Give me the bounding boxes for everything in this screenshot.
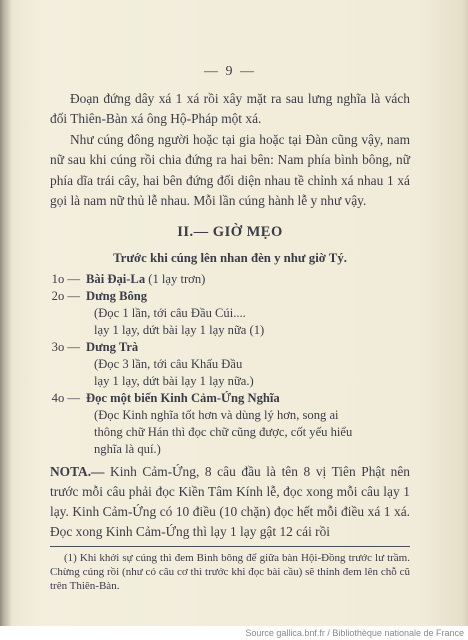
nota-label: NOTA.—: [50, 463, 105, 479]
item-number: 3o —: [51, 339, 80, 354]
item-line: lạy 1 lạy, dứt bài lạy 1 lạy nữa (1): [94, 322, 265, 337]
item-title-note: (1 lạy trơn): [145, 271, 206, 286]
paragraph: Như cúng đông người hoặc tại gia hoặc tại Đàn cũng vậy, nam nữ sau khi cúng rồi chia đứng ra hai bên: Nam phía bình bông, nữ phía dĩa trái cây, hai bên đứng đối diện nhau tề chỉnh xá nhau 1 xá gọi là nam nữ thủ lễ nhau. Mỗi lần cúng hành lễ y như vậy.: [50, 131, 410, 208]
page-content: [50, 62, 410, 593]
footnote-divider: [50, 546, 410, 547]
item-line: (Đọc 3 lần, tới câu Khấu Đầu: [94, 356, 243, 371]
item-line: nghĩa là quí.): [94, 441, 161, 456]
source-credit: Source gallica.bnf.fr / Bibliothèque nationale de France: [245, 628, 464, 638]
page-number: — 9 —: [204, 64, 256, 79]
list-item: [50, 390, 410, 458]
section-heading: II.— GIỜ MẸO: [177, 223, 283, 240]
nota-text: Kinh Cảm-Ứng, 8 câu đầu là tên 8 vị Tiên Phật nên trước mỗi câu phải đọc Kiền Tâm Kính lễ, đọc xong mỗi câu lạy 1 lạy. Kinh Cảm-Ứng có 10 điều (10 chặn) đọc hết mỗi điều xá 1 xá. Đọc xong Kinh Cảm-Ứng thì lạy 1 lạy gật 12 cái rồi: [50, 463, 410, 539]
item-line: thông chữ Hán thì đọc chữ cũng được, cốt yếu hiểu: [94, 424, 353, 439]
item-title: Dưng Trà: [86, 339, 139, 354]
item-line: (Đọc 1 lần, tới câu Đầu Cúi....: [94, 305, 246, 320]
intro-line: Trước khi cúng lên nhan đèn y như giờ Tý.: [113, 251, 347, 265]
nota-paragraph: [50, 462, 410, 542]
item-number: 4o —: [51, 390, 80, 405]
list-item: [50, 288, 410, 339]
item-number: 1o —: [51, 271, 80, 286]
item-number: 2o —: [51, 288, 80, 303]
item-line: (Đọc Kinh nghĩa tốt hơn và dùng lý hơn, song ai: [94, 407, 339, 422]
footnote: (1) Khi khởi sự cúng thì đem Bình bông để giữa bàn Hội-Đồng trước lư trầm. Chừng cúng rồi (như có câu cơ thì trước khi đọc bài cầu) sẽ thỉnh đem lên chỗ cũ trên Thiên-Bàn.: [50, 551, 410, 592]
item-title: Dưng Bông: [86, 288, 148, 303]
item-line: lạy 1 lạy, dứt bài lạy 1 lạy nữa.): [94, 373, 254, 388]
item-title: Đọc một biến Kinh Cảm-Ứng Nghĩa: [86, 390, 280, 405]
item-title: Bài Đại-La: [86, 271, 146, 286]
list-item: [50, 271, 410, 288]
paragraph: Đoạn đứng dây xá 1 xá rồi xây mặt ra sau lưng nghĩa là vách đối Thiên-Bàn xá ông Hộ-Pháp một xá.: [50, 90, 410, 126]
list-item: [50, 339, 410, 390]
binding-shadow: [0, 0, 12, 626]
